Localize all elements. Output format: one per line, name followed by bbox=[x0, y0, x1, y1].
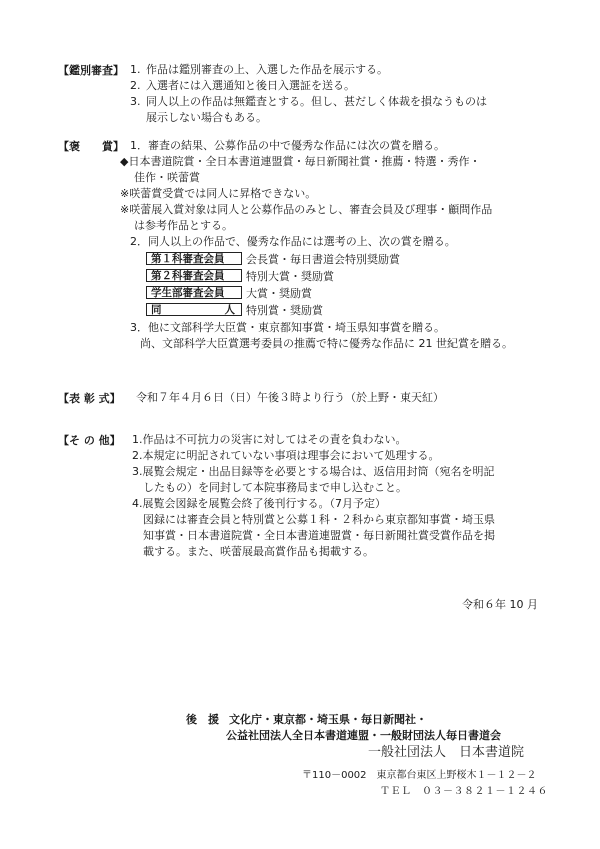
tier-prize: 特別大賞・奨励賞 bbox=[246, 269, 334, 283]
ceremony-body bbox=[136, 390, 578, 406]
judging-label: 【鑑別審査】 bbox=[58, 64, 124, 77]
awards-line-1: 1．審査の結果、公募作品の中で優秀な作品には次の賞を贈る。 bbox=[130, 139, 445, 152]
judging-body bbox=[130, 62, 578, 126]
awards-note-2: ※咲蕾展入賞対象は同人と公募作品のみとし、審査会員及び理事・顧問作品 bbox=[120, 203, 493, 216]
issue-date: 令和６年 10 月 bbox=[462, 598, 538, 611]
address: 〒110－0002 東京都台東区上野桜木１－１２－２ bbox=[302, 770, 537, 781]
other-item: 3.展覧会規定・出品目録等を必要とする場合は、返信用封筒（宛名を明記 bbox=[132, 465, 495, 478]
other-body bbox=[132, 432, 578, 560]
awards-note-1: ※咲蕾賞受賞では同人に昇格できない。 bbox=[120, 187, 317, 200]
support-line-2 bbox=[186, 728, 546, 744]
ceremony-text: 令和７年４月６日（日）午後３時より行う（於上野・東天紅） bbox=[136, 391, 444, 404]
tier-box bbox=[146, 303, 242, 316]
awards-label: 【褒 賞】 bbox=[58, 140, 124, 153]
organization-name: 一般社団法人 日本書道院 bbox=[368, 745, 525, 760]
judging-item: 2. 入選者には入選通知と後日入選証を送る。 bbox=[130, 79, 355, 92]
support-orgs-1: 文化庁・東京都・埼玉県・毎日新聞社・ bbox=[229, 713, 427, 726]
judging-item: 展示しない場合もある。 bbox=[146, 111, 267, 124]
tier-box-left: 同 bbox=[151, 304, 162, 316]
other-item: 4.展覧会図録を展覧会終了後刊行する。（7月予定） bbox=[132, 497, 386, 510]
other-item: 載する。また、咲蕾展最高賞作品も掲載する。 bbox=[132, 545, 374, 558]
awards-line-6: 尚、文部科学大臣賞選考委員の推薦で特に優秀な作品に 21 世紀賞を贈る。 bbox=[140, 337, 513, 350]
footer bbox=[186, 712, 546, 800]
other-item: 図録には審査会員と特別賞と公募１科・２科から東京都知事賞・埼玉県 bbox=[132, 513, 495, 526]
other-item: したもの）を同封して本院事務局まで申し込むこと。 bbox=[132, 481, 407, 494]
other-item: 知事賞・日本書道院賞・全日本書道連盟賞・毎日新聞社賞受賞作品を掲 bbox=[132, 529, 495, 542]
tier-box-right: 人 bbox=[224, 304, 235, 316]
awards-line-5: 3．他に文部科学大臣賞・東京都知事賞・埼玉県知事賞を贈る。 bbox=[130, 321, 445, 334]
awards-line-3: 佳作・咲蕾賞 bbox=[134, 171, 200, 184]
support-label: 後 援 bbox=[186, 713, 219, 726]
tier-prize: 大賞・奨励賞 bbox=[246, 286, 312, 300]
award-tier-row bbox=[146, 267, 578, 284]
awards-line-2: ◆日本書道院賞・全日本書道連盟賞・毎日新聞社賞・推薦・特選・秀作・ bbox=[120, 155, 481, 168]
judging-item: 3. 同人以上の作品は無鑑査とする。但し、甚だしく体裁を損なうものは bbox=[130, 95, 487, 108]
other-label: 【そ の 他】 bbox=[58, 434, 121, 447]
award-tier-row bbox=[146, 284, 578, 301]
awards-note-3: は参考作品とする。 bbox=[134, 219, 233, 232]
tier-box: 第２科審査会員 bbox=[146, 269, 242, 282]
tier-prize: 特別賞・奨励賞 bbox=[246, 303, 323, 317]
tier-box: 学生部審査会員 bbox=[146, 286, 242, 299]
awards-body bbox=[120, 138, 578, 352]
ceremony-label: 【表 彰 式】 bbox=[58, 392, 121, 405]
judging-item: 1. 作品は鑑別審査の上、入選した作品を展示する。 bbox=[130, 63, 388, 76]
support-orgs-2: 公益社団法人全日本書道連盟・一般財団法人毎日書道会 bbox=[226, 729, 501, 742]
award-tiers bbox=[146, 250, 578, 318]
telephone: ＴＥＬ ０３－３８２１－１２４６ bbox=[380, 786, 548, 797]
other-item: 2.本規定に明記されていない事項は理事会において処理する。 bbox=[132, 449, 440, 462]
award-tier-row bbox=[146, 301, 578, 318]
support-line-1 bbox=[186, 712, 546, 728]
tier-box: 第１科審査会員 bbox=[146, 252, 242, 265]
awards-line-4: 2．同人以上の作品で、優秀な作品には選考の上、次の賞を贈る。 bbox=[130, 235, 456, 248]
other-item: 1.作品は不可抗力の災害に対してはその責を負わない。 bbox=[132, 433, 407, 446]
tier-prize: 会長賞・毎日書道会特別奨励賞 bbox=[246, 252, 400, 266]
award-tier-row bbox=[146, 250, 578, 267]
